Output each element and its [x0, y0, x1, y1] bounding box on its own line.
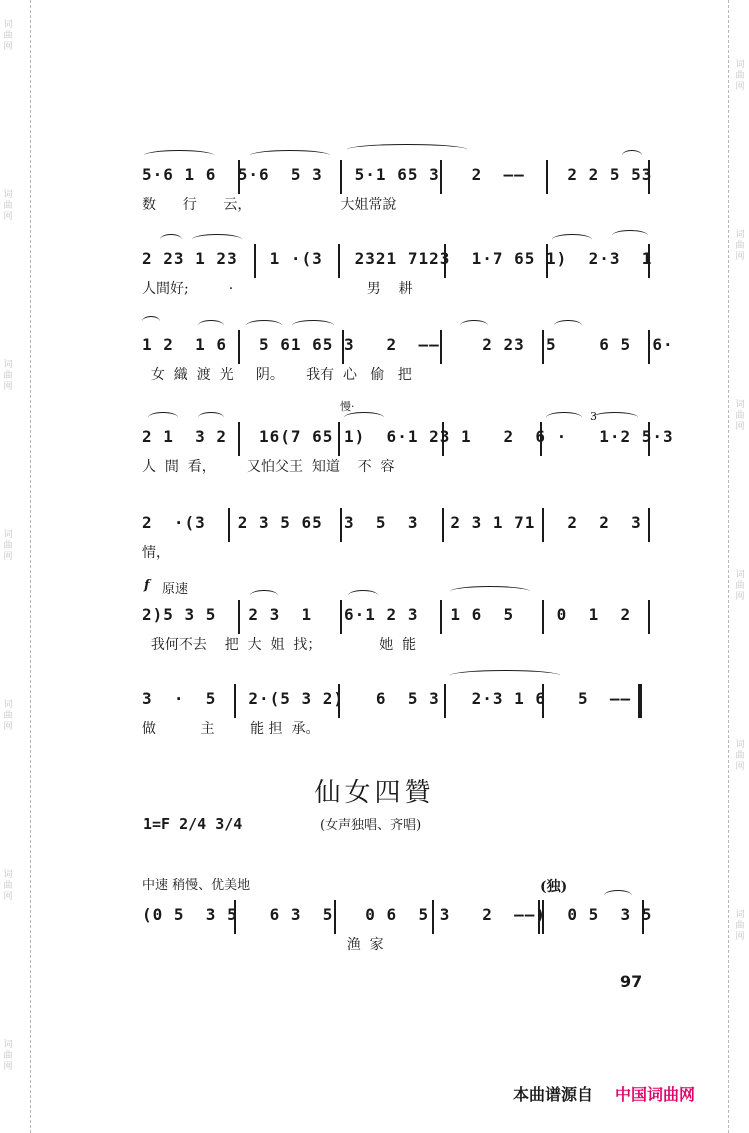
tie-arc: [142, 316, 160, 327]
tempo-mark-slow: 慢·: [340, 400, 366, 413]
jianpu-notes: 3 · 5 2·(5 3 2) 6 5 3 2·3 1 6 5 ——: [142, 689, 632, 708]
credit-site-link[interactable]: 中国词曲网: [615, 1085, 696, 1104]
jianpu-notes: 2 1 3 2 16(7 65 1) 6·1 23 1 2 6 · 1·2 5·3: [142, 427, 674, 446]
lyrics: 人間好; · 男 耕: [142, 281, 413, 297]
source-credit: [513, 1082, 695, 1105]
lyrics: 渔 家: [142, 937, 384, 953]
left-margin-strip: [16, 0, 31, 1133]
watermark-left-1: 词曲网: [3, 20, 13, 52]
jianpu-notes: 2)5 3 5 2 3 1 6·1 2 3 1 6 5 0 1 2: [142, 605, 632, 624]
jianpu-notes: (0 5 3 5 6 3 5 0 6 5 3 2 ——) 0 5 3 5: [142, 905, 653, 924]
lyrics: 数 行 云， 大姐常說: [142, 197, 397, 213]
lyrics: 情，: [142, 545, 170, 561]
watermark-right-4: 词曲网: [735, 570, 745, 602]
right-margin-strip: [728, 0, 743, 1133]
watermark-right-5: 词曲网: [735, 740, 745, 772]
watermark-left-4: 词曲网: [3, 530, 13, 562]
watermark-left-2: 词曲网: [3, 190, 13, 222]
solo-mark: (独): [540, 879, 568, 895]
watermark-left-7: 词曲网: [3, 1040, 13, 1072]
lyrics: 做 主 能 担 承。: [142, 721, 320, 737]
lyrics: 人 間 看， 又怕父王 知道 不 容: [142, 459, 395, 475]
watermark-right-6: 词曲网: [735, 910, 745, 942]
jianpu-notes: 5·6 1 6 5·6 5 3 5·1 65 3 2 —— 2 2 5 53: [142, 165, 653, 184]
page-number: 97: [620, 972, 643, 991]
lyrics: 女 織 渡 光 阴。 我有 心 偷 把: [142, 367, 412, 383]
song-title: 仙女四贊: [314, 778, 435, 808]
tempo-mark-original: 原速: [162, 582, 189, 597]
watermark-left-3: 词曲网: [3, 360, 13, 392]
key-signature: 1=F 2/4 3/4: [143, 815, 243, 833]
credit-prefix: 本曲谱源自: [513, 1085, 594, 1104]
jianpu-notes: 1 2 1 6 5 61 65 3 2 —— 2 23 5 6 5 6·: [142, 335, 674, 354]
watermark-right-3: 词曲网: [735, 400, 745, 432]
tie-arc: [450, 670, 560, 681]
turn-mark: 3: [590, 410, 597, 423]
jianpu-notes: 2 23 1 23 1 ·(3 2321 7123 1·7 65 1) 2·3 1: [142, 249, 653, 268]
tie-arc: [612, 230, 648, 241]
tempo-instruction: 中速 稍慢、优美地: [142, 878, 251, 893]
dynamic-forte: f: [144, 578, 150, 593]
watermark-left-5: 词曲网: [3, 700, 13, 732]
lyrics: 我何不去 把 大 姐 找； 她 能: [142, 637, 417, 653]
watermark-left-6: 词曲网: [3, 870, 13, 902]
tie-arc: [347, 144, 467, 155]
jianpu-notes: 2 ·(3 2 3 5 65 3 5 3 2 3 1 71 2 2 3: [142, 513, 642, 532]
tie-arc: [450, 586, 530, 597]
song-subtitle: (女声独唱、齐唱): [320, 818, 422, 833]
watermark-right-2: 词曲网: [735, 230, 745, 262]
watermark-right-1: 词曲网: [735, 60, 745, 92]
